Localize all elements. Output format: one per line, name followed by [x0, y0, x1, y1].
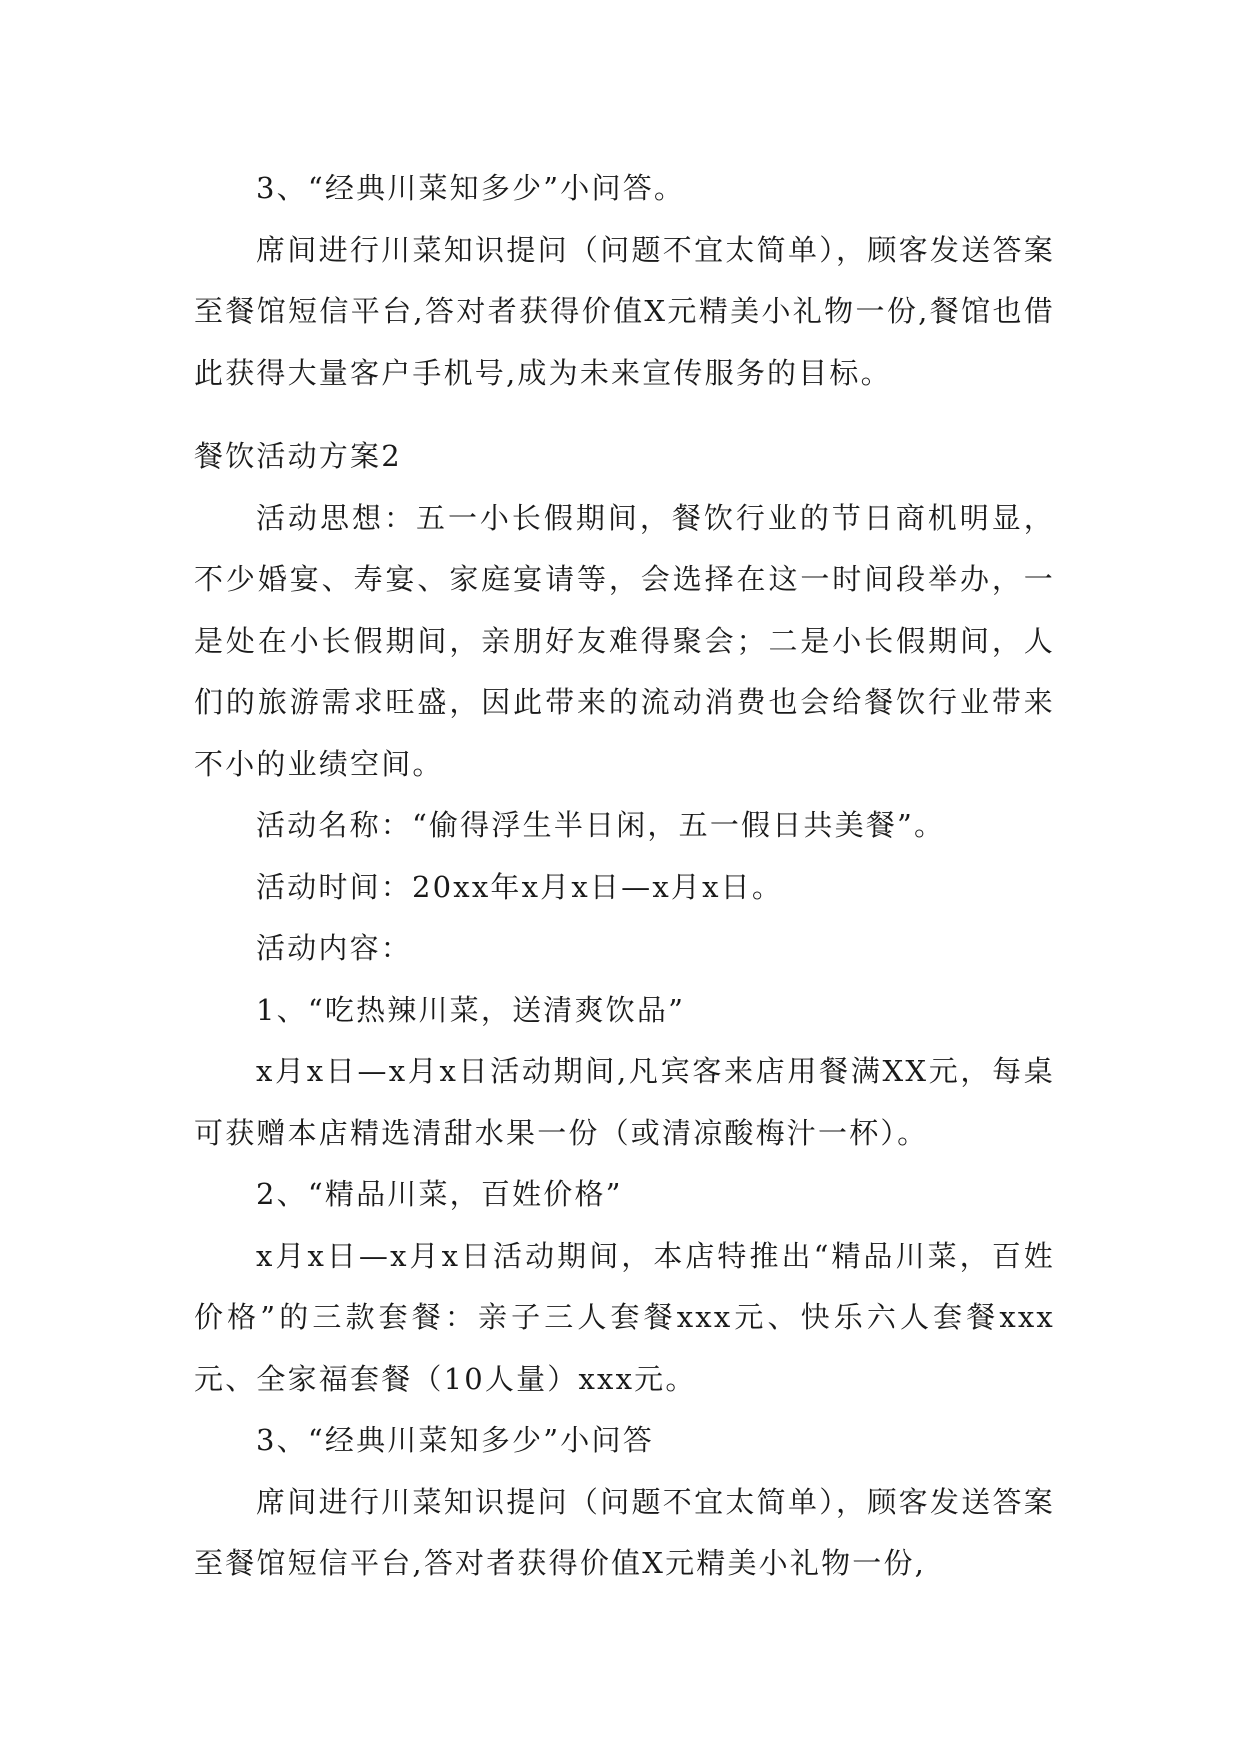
section-heading: 餐饮活动方案2 — [194, 439, 402, 473]
paragraph-item-1-body: x月x日—x月x日活动期间,凡宾客来店用餐满XX元，每桌可获赠本店精选清甜水果一份（或清凉酸梅汁一杯）。 — [194, 1054, 1055, 1150]
paragraph-item-2-title: 2、“精品川菜，百姓价格” — [256, 1177, 623, 1211]
paragraph-item-2-body: x月x日—x月x日活动期间，本店特推出“精品川菜，百姓价格”的三款套餐：亲子三人套餐xxx元、快乐六人套餐xxx元、全家福套餐（10人量）xxx元。 — [194, 1238, 1055, 1396]
paragraph-item-3-body: 席间进行川菜知识提问（问题不宜太简单），顾客发送答案至餐馆短信平台,答对者获得价值X元精美小礼物一份, — [194, 1484, 1055, 1580]
paragraph-activity-content-label: 活动内容： — [256, 931, 413, 965]
paragraph-quiz-item: 3、“经典川菜知多少”小问答。 — [256, 171, 686, 205]
paragraph-item-3-title: 3、“经典川菜知多少”小问答 — [256, 1423, 654, 1457]
paragraph-activity-time: 活动时间：20xx年x月x日—x月x日。 — [256, 869, 784, 904]
paragraph-activity-name: 活动名称：“偷得浮生半日闲，五一假日共美餐”。 — [256, 808, 946, 842]
paragraph-quiz-description: 席间进行川菜知识提问（问题不宜太简单），顾客发送答案至餐馆短信平台,答对者获得价值X元精美小礼物一份,餐馆也借此获得大量客户手机号,成为未来宣传服务的目标。 — [194, 232, 1055, 390]
paragraph-activity-idea: 活动思想：五一小长假期间，餐饮行业的节日商机明显，不少婚宴、寿宴、家庭宴请等，会选择在这一时间段举办，一是处在小长假期间，亲朋好友难得聚会；二是小长假期间，人们的旅游需求旺盛，因此带来的流动消费也会给餐饮行业带来不小的业绩空间。 — [194, 500, 1055, 781]
paragraph-item-1-title: 1、“吃热辣川菜，送清爽饮品” — [256, 992, 686, 1027]
